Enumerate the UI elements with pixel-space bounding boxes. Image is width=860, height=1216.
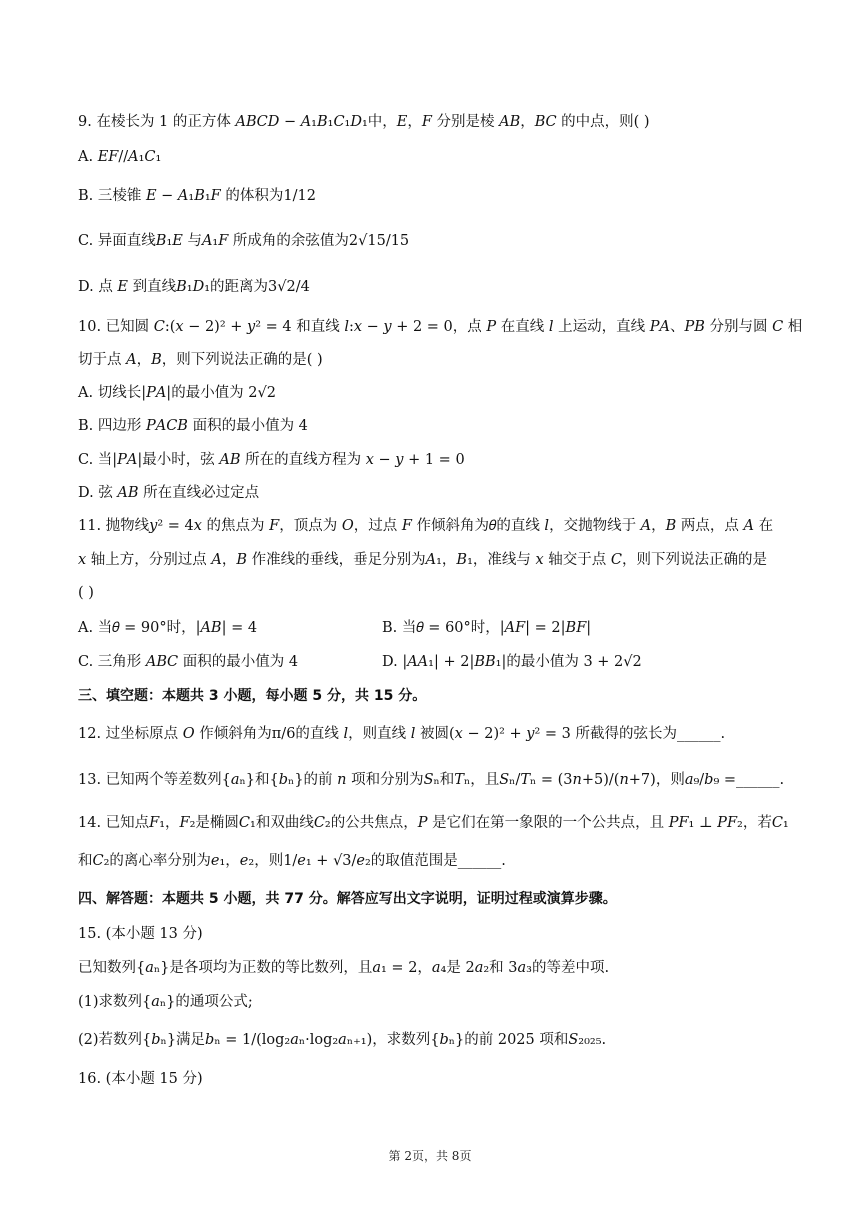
question-10-option-a: A. 切线长|𝑃𝐴|的最小值为 2√2 <box>78 385 276 401</box>
question-11-option-c: C. 三角形 𝐴𝐵𝐶 面积的最小值为 4 <box>78 654 299 670</box>
question-9-option-d: D. 点 𝐸 到直线𝐵₁𝐷₁的距离为3√2/4 <box>78 279 310 295</box>
question-15-line1: 已知数列{𝑎ₙ}是各项均为正数的等比数列，且𝑎₁ = 2，𝑎₄是 2𝑎₂和 3𝑎₃的等差中项. <box>78 960 610 976</box>
section-3-heading: 三、填空题：本题共 3 小题，每小题 5 分，共 15 分。 <box>78 688 427 704</box>
question-9-option-c: C. 异面直线𝐵₁𝐸 与𝐴₁𝐹 所成角的余弦值为2√15/15 <box>78 233 410 249</box>
question-9-stem: 9. 在棱长为 1 的正方体 𝐴𝐵𝐶𝐷 − 𝐴₁𝐵₁𝐶₁𝐷₁中，𝐸，𝐹 分别是棱 𝐴𝐵，𝐵𝐶 的中点，则( ) <box>78 114 650 130</box>
question-16-header: 16. (本小题 15 分) <box>78 1071 203 1087</box>
question-9-option-a: A. 𝐸𝐹//𝐴₁𝐶₁ <box>78 149 162 165</box>
question-15-line3: (2)若数列{𝑏ₙ}满足𝑏ₙ = 1/(log₂𝑎ₙ·log₂𝑎ₙ₊₁)，求数列{𝑏ₙ}的前 2025 项和𝑆₂₀₂₅. <box>78 1032 607 1048</box>
question-15-header: 15. (本小题 13 分) <box>78 926 203 942</box>
page-footer: 第 2页，共 8页 <box>388 1149 472 1163</box>
question-10-option-b: B. 四边形 𝑃𝐴𝐶𝐵 面积的最小值为 4 <box>78 418 308 434</box>
question-12: 12. 过坐标原点 𝑂 作倾斜角为π/6的直线 𝑙，则直线 𝑙 被圆(𝑥 − 2)² + 𝑦² = 3 所截得的弦长为______. <box>78 726 726 742</box>
question-15-line2: (1)求数列{𝑎ₙ}的通项公式; <box>78 994 253 1010</box>
question-10-option-c: C. 当|𝑃𝐴|最小时，弦 𝐴𝐵 所在的直线方程为 𝑥 − 𝑦 + 1 = 0 <box>78 452 465 468</box>
question-9-option-b: B. 三棱锥 𝐸 − 𝐴₁𝐵₁𝐹 的体积为1/12 <box>78 188 316 204</box>
question-11-option-d: D. |𝐴𝐴₁| + 2|𝐵𝐵₁|的最小值为 3 + 2√2 <box>382 654 642 670</box>
question-11-stem-line3: ( ) <box>78 585 94 601</box>
question-13: 13. 已知两个等差数列{𝑎ₙ}和{𝑏ₙ}的前 𝑛 项和分别为𝑆ₙ和𝑇ₙ，且𝑆ₙ/𝑇ₙ = (3𝑛+5)/(𝑛+7)，则𝑎₉/𝑏₉ =______. <box>78 772 785 788</box>
question-11-stem-line2: 𝑥 轴上方，分别过点 𝐴，𝐵 作准线的垂线，垂足分别为𝐴₁，𝐵₁，准线与 𝑥 轴交于点 𝐶，则下列说法正确的是 <box>78 552 767 568</box>
question-14-line1: 14. 已知点𝐹₁，𝐹₂是椭圆𝐶₁和双曲线𝐶₂的公共焦点，𝑃 是它们在第一象限的一个公共点，且 𝑃𝐹₁ ⊥ 𝑃𝐹₂，若𝐶₁ <box>78 815 789 831</box>
question-11-option-b: B. 当𝜃 = 60°时，|𝐴𝐹| = 2|𝐵𝐹| <box>382 620 592 636</box>
question-10-stem-line2: 切于点 𝐴，𝐵，则下列说法正确的是( ) <box>78 352 323 368</box>
question-11-stem-line1: 11. 抛物线𝑦² = 4𝑥 的焦点为 𝐹，顶点为 𝑂，过点 𝐹 作倾斜角为𝜃的直线 𝑙，交抛物线于 𝐴，𝐵 两点，点 𝐴 在 <box>78 518 774 534</box>
question-10-stem-line1: 10. 已知圆 𝐶:(𝑥 − 2)² + 𝑦² = 4 和直线 𝑙:𝑥 − 𝑦 + 2 = 0，点 𝑃 在直线 𝑙 上运动，直线 𝑃𝐴、𝑃𝐵 分别与圆 𝐶 相 <box>78 319 803 335</box>
section-4-heading: 四、解答题：本题共 5 小题，共 77 分。解答应写出文字说明，证明过程或演算步骤。 <box>78 891 617 907</box>
question-11-option-a: A. 当𝜃 = 90°时，|𝐴𝐵| = 4 <box>78 620 258 636</box>
question-14-line2: 和𝐶₂的离心率分别为𝑒₁，𝑒₂，则1/𝑒₁ + √3/𝑒₂的取值范围是______. <box>78 853 506 869</box>
question-10-option-d: D. 弦 𝐴𝐵 所在直线必过定点 <box>78 485 260 501</box>
